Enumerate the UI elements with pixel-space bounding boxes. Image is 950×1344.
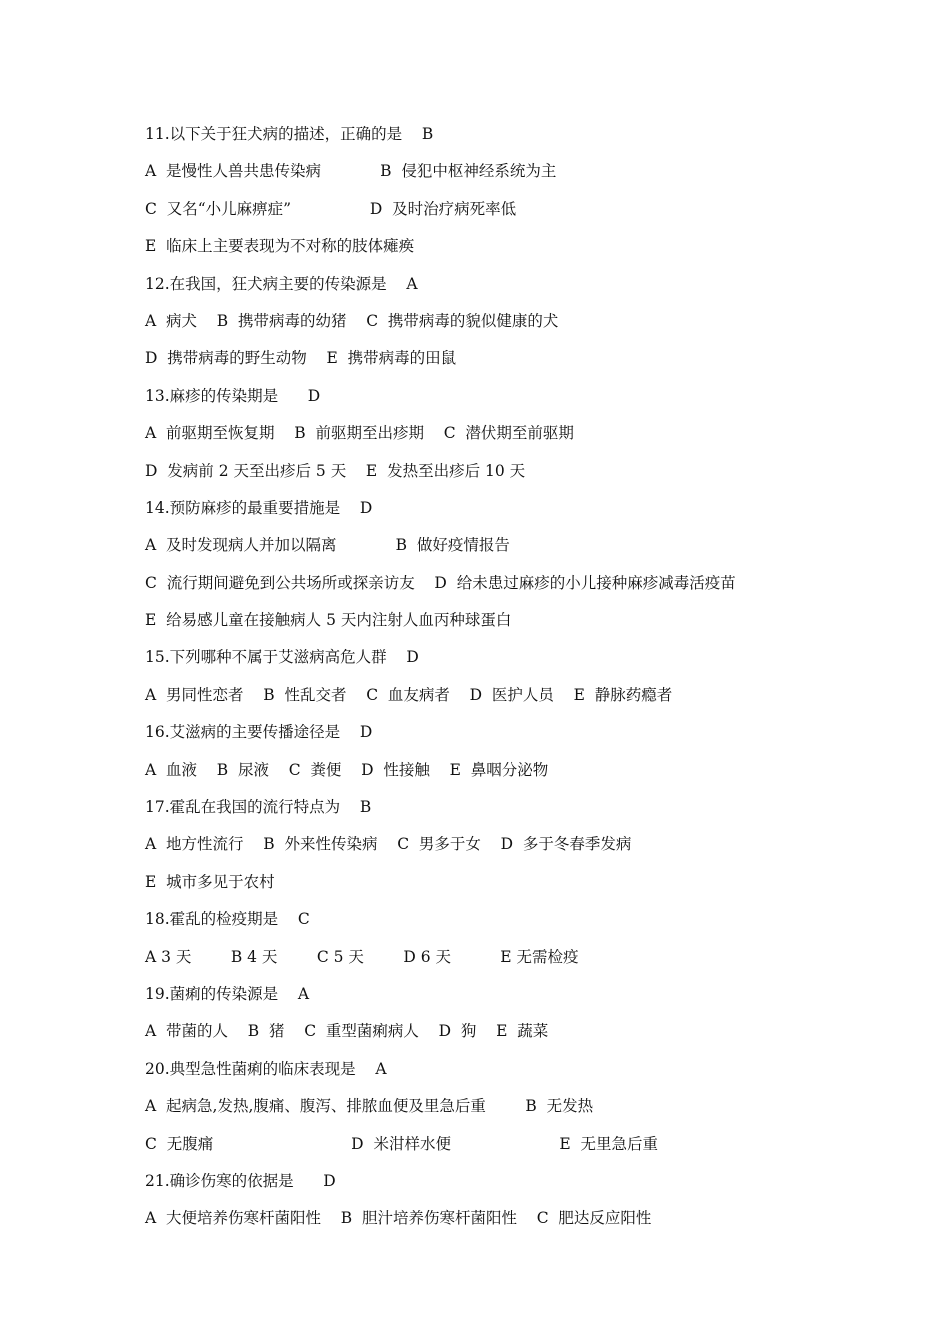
question-11-options-cd: C 又名“小儿麻痹症” D 及时治疗病死率低 [145, 199, 517, 218]
question-14-stem: 14.预防麻疹的最重要措施是 D [145, 498, 373, 517]
question-11-stem: 11.以下关于狂犬病的描述，正确的是 B [145, 125, 434, 143]
question-20-stem: 20.典型急性菌痢的临床表现是 A [145, 1059, 387, 1078]
question-16-stem: 16.艾滋病的主要传播途径是 D [145, 723, 373, 742]
question-13-options-de: D 发病前 2 天至出疹后 5 天 E 发热至出疹后 10 天 [145, 461, 526, 480]
question-15-stem: 15.下列哪种不属于艾滋病高危人群 D [145, 648, 419, 667]
question-13-options-abc: A 前驱期至恢复期 B 前驱期至出疹期 C 潜伏期至前驱期 [145, 424, 574, 443]
question-21-stem: 21.确诊伤寒的依据是 D [145, 1171, 336, 1190]
question-17-option-e: E 城市多见于农村 [145, 872, 275, 891]
question-11-option-e: E 临床上主要表现为不对称的肢体瘫痪 [145, 237, 415, 256]
question-15-options: A 男同性恋者 B 性乱交者 C 血友病者 D 医护人员 E 静脉药瘾者 [145, 685, 673, 704]
question-12-options-abc: A 病犬 B 携带病毒的幼猪 C 携带病毒的貌似健康的犬 [145, 311, 559, 330]
question-17-stem: 17.霍乱在我国的流行特点为 B [145, 798, 372, 817]
question-14-option-e: E 给易感儿童在接触病人 5 天内注射人血丙种球蛋白 [145, 611, 512, 630]
question-18-options: A 3 天 B 4 天 C 5 天 D 6 天 E 无需检疫 [145, 947, 579, 966]
question-list [145, 121, 845, 1243]
question-13-stem: 13.麻疹的传染期是 D [145, 386, 321, 405]
question-20-options-cde: C 无腹痛 D 米泔样水便 E 无里急后重 [145, 1134, 659, 1153]
question-20-options-ab: A 起病急,发热,腹痛、腹泻、排脓血便及里急后重 B 无发热 [145, 1097, 594, 1116]
question-12-stem: 12.在我国，狂犬病主要的传染源是 A [145, 274, 418, 293]
question-16-options: A 血液 B 尿液 C 粪便 D 性接触 E 鼻咽分泌物 [145, 760, 549, 779]
question-19-stem: 19.菌痢的传染源是 A [145, 984, 310, 1003]
question-18-stem: 18.霍乱的检疫期是 C [145, 910, 310, 929]
question-14-options-cd: C 流行期间避免到公共场所或探亲访友 D 给未患过麻疹的小儿接种麻疹减毒活疫苗 [145, 573, 736, 592]
question-21-options-abc: A 大便培养伤寒杆菌阳性 B 胆汁培养伤寒杆菌阳性 C 肥达反应阳性 [145, 1209, 652, 1228]
question-11-options-ab: A 是慢性人兽共患传染病 B 侵犯中枢神经系统为主 [145, 162, 557, 181]
question-12-options-de: D 携带病毒的野生动物 E 携带病毒的田鼠 [145, 349, 457, 368]
question-17-options-abcd: A 地方性流行 B 外来性传染病 C 男多于女 D 多于冬春季发病 [145, 835, 632, 854]
question-14-options-ab: A 及时发现病人并加以隔离 B 做好疫情报告 [145, 536, 510, 555]
question-19-options: A 带菌的人 B 猪 C 重型菌痢病人 D 狗 E 蔬菜 [145, 1022, 549, 1041]
